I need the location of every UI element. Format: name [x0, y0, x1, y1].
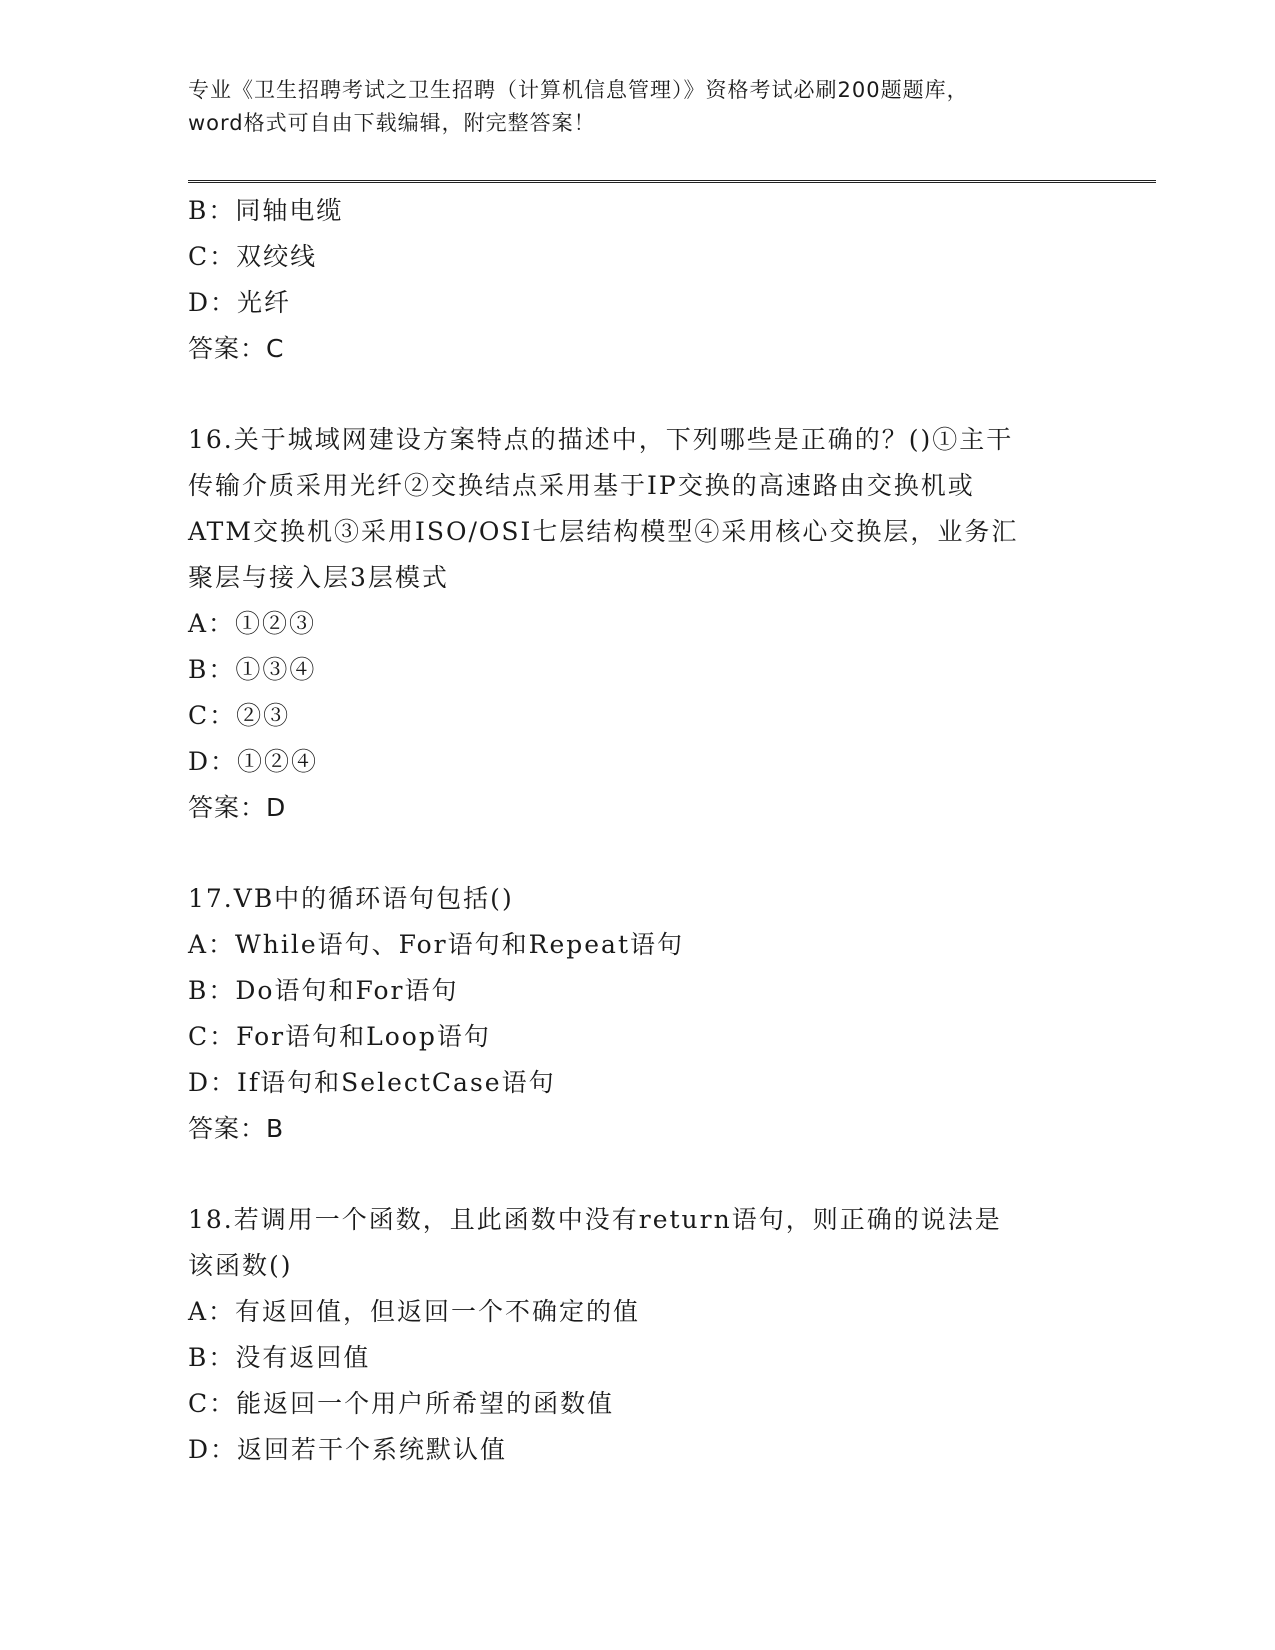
- answer-line: 答案：D: [188, 793, 287, 822]
- question-16: [188, 417, 1088, 831]
- option-c: C：能返回一个用户所希望的函数值: [188, 1389, 615, 1418]
- option-b: B：同轴电缆: [188, 196, 344, 225]
- option-b: B：Do语句和For语句: [188, 976, 459, 1005]
- question-stem-line: 聚层与接入层3层模式: [188, 563, 449, 592]
- question-17: [188, 876, 1088, 1152]
- header-line-1: 专业《卫生招聘考试之卫生招聘（计算机信息管理）》资格考试必刷200题题库，: [188, 78, 969, 102]
- question-stem-line: 该函数(): [188, 1251, 293, 1280]
- spacer: [188, 372, 1088, 417]
- option-a: A：有返回值，但返回一个不确定的值: [188, 1297, 641, 1326]
- option-d: D：光纤: [188, 288, 292, 317]
- spacer: [188, 1152, 1088, 1197]
- question-stem-line: 传输介质采用光纤②交换结点采用基于IP交换的高速路由交换机或: [188, 471, 975, 500]
- answer-line: 答案：B: [188, 1114, 285, 1143]
- option-a: A：①②③: [188, 609, 317, 638]
- page-header: [188, 74, 1088, 140]
- question-stem-line: 18.若调用一个函数，且此函数中没有return语句，则正确的说法是: [188, 1205, 1002, 1234]
- option-b: B：①③④: [188, 655, 317, 684]
- header-divider: [188, 180, 1156, 183]
- option-d: D：If语句和SelectCase语句: [188, 1068, 556, 1097]
- header-line-2: word格式可自由下载编辑，附完整答案！: [188, 111, 596, 135]
- question-stem-line: 16.关于城域网建设方案特点的描述中，下列哪些是正确的？()①主干: [188, 425, 1014, 454]
- option-c: C：②③: [188, 701, 291, 730]
- option-a: A：While语句、For语句和Repeat语句: [188, 930, 684, 959]
- answer-line: 答案：C: [188, 334, 285, 363]
- option-c: C：双绞线: [188, 242, 318, 271]
- option-b: B：没有返回值: [188, 1343, 371, 1372]
- question-stem-line: ATM交换机③采用ISO/OSI七层结构模型④采用核心交换层，业务汇: [188, 517, 1019, 546]
- question-stem-line: 17.VB中的循环语句包括(): [188, 884, 514, 913]
- spacer: [188, 831, 1088, 876]
- option-d: D：返回若干个系统默认值: [188, 1435, 508, 1464]
- option-d: D：①②④: [188, 747, 319, 776]
- carry-over-question: [188, 188, 1088, 372]
- option-c: C：For语句和Loop语句: [188, 1022, 491, 1051]
- question-content: [188, 188, 1088, 1473]
- question-18: [188, 1197, 1088, 1473]
